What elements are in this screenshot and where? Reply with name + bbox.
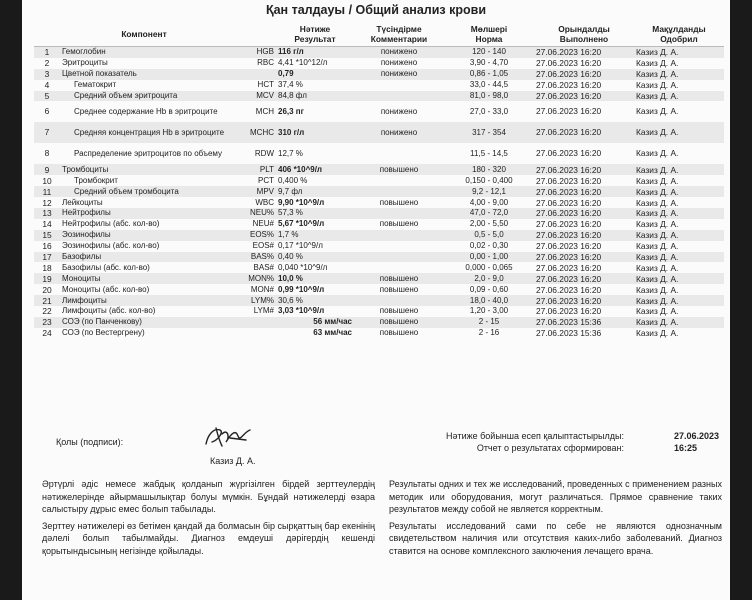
row-doctor: Казиз Д. А.: [634, 47, 724, 58]
row-norm: 2 - 16: [478, 328, 500, 338]
row-result: 5,67 *10^9/л: [278, 219, 325, 229]
row-date: 27.06.2023 16:20: [534, 164, 634, 175]
row-date: 27.06.2023 15:36: [536, 328, 602, 339]
row-doctor: Казиз Д. А.: [634, 164, 724, 175]
row-comment: повышено: [379, 197, 419, 207]
row-comment: [354, 91, 444, 102]
row-norm: 47,0 - 72,0: [444, 208, 534, 219]
row-result: 84,8 фл: [276, 91, 354, 102]
row-number: 13: [34, 208, 60, 219]
row-result: 9,7 фл: [276, 186, 354, 197]
row-result: 0,99 *10^9/л: [278, 284, 325, 294]
row-result: 1,7 %: [276, 230, 354, 241]
row-norm: 0,5 - 5,0: [444, 230, 534, 241]
row-number: 16: [42, 241, 52, 252]
row-number: 11: [34, 186, 60, 197]
row-component: Лейкоциты: [62, 197, 103, 207]
table-row: [34, 252, 724, 263]
row-doctor: Казиз Д. А.: [636, 306, 679, 317]
row-result: 30,6 %: [276, 295, 354, 306]
row-result: 63 мм/час: [313, 328, 352, 338]
row-date: 27.06.2023 16:20: [534, 47, 634, 58]
row-date: 27.06.2023 16:20: [536, 106, 602, 117]
row-code: HCT: [257, 80, 274, 90]
row-code: LYM#: [253, 306, 274, 316]
row-doctor: Казиз Д. А.: [636, 284, 679, 295]
row-date: 27.06.2023 16:20: [536, 175, 602, 186]
row-date: 27.06.2023 16:20: [534, 208, 634, 219]
row-date: 27.06.2023 16:20: [536, 58, 602, 69]
row-doctor: Казиз Д. А.: [634, 208, 724, 219]
table-row: [34, 80, 724, 91]
table-row: [34, 47, 724, 58]
row-code: MPV: [228, 186, 276, 197]
row-norm: 0,150 - 0,400: [465, 175, 513, 185]
row-comment: [354, 143, 444, 164]
header-comment: Түсіндірме Комментарии: [354, 22, 444, 47]
disclaimer-notes: [42, 478, 722, 561]
row-date: 27.06.2023 16:20: [534, 252, 634, 263]
row-number: 3: [34, 69, 60, 80]
row-date: 27.06.2023 16:20: [536, 219, 602, 230]
row-result: 0,400 %: [278, 175, 308, 185]
row-code: PLT: [228, 164, 276, 175]
row-result: 10,0 %: [276, 273, 354, 284]
row-component: СОЭ (по Вестергрену): [62, 328, 145, 338]
results-table: [34, 22, 724, 339]
row-code: BAS%: [228, 252, 276, 263]
row-comment: понижено: [380, 107, 418, 117]
row-date: 27.06.2023 16:20: [536, 262, 602, 273]
row-comment: повышено: [379, 219, 419, 229]
row-doctor: Казиз Д. А.: [636, 241, 679, 252]
row-norm: 81,0 - 98,0: [444, 91, 534, 102]
table-row: [34, 208, 724, 219]
row-doctor: Казиз Д. А.: [636, 175, 679, 186]
row-result: 12,7 %: [278, 149, 303, 159]
report-generated: [414, 430, 734, 454]
row-norm: 317 - 354: [444, 122, 534, 143]
row-comment: понижено: [354, 122, 444, 143]
row-number: 2: [44, 58, 50, 69]
table-row: [34, 197, 724, 208]
header-result: Нәтиже Результат: [276, 22, 354, 47]
row-doctor: Казиз Д. А.: [634, 69, 724, 80]
row-code: RDW: [254, 149, 274, 159]
row-code: PCT: [258, 175, 274, 185]
row-number: 21: [34, 295, 60, 306]
row-component: Эозинофилы: [60, 230, 228, 241]
row-comment: [354, 230, 444, 241]
row-number: 1: [34, 47, 60, 58]
row-comment: повышено: [379, 328, 419, 338]
row-component: Лимфоциты (абс. кол-во): [62, 306, 156, 316]
signature-name: Казиз Д. А.: [210, 456, 256, 466]
row-number: 18: [42, 262, 52, 273]
signature-label: Қолы (подписи):: [56, 437, 124, 447]
table-row: [34, 284, 724, 295]
results-body: [34, 47, 724, 339]
row-code: MCV: [228, 91, 276, 102]
row-component: Гематокрит: [74, 80, 117, 90]
row-norm: 33,0 - 44,5: [469, 80, 509, 90]
table-row: [34, 58, 724, 69]
row-norm: 3,90 - 4,70: [469, 58, 509, 68]
note-ru-2: Результаты исследований сами по себе не являются однозначным свидетельством наличия или отсутствия каких-либо заболеваний. Диагноз ставится на основе комплексного заключения лечащего врача.: [389, 520, 722, 556]
generated-label-kz: Нәтиже бойынша есеп қалыптастырылды:: [445, 431, 624, 441]
row-norm: 120 - 140: [444, 47, 534, 58]
row-norm: 0,000 - 0,065: [465, 262, 513, 272]
note-kz-1: Әртүрлі әдіс немесе жабдық қолданып жүргізілген бірдей зерттеулердің нәтижелерінде айырмашылықтар болуы мүмкін. Бұндай нәтижелерді өзара салыстыру дұрыс емес болып табылады.: [42, 479, 375, 514]
row-result: 26,3 пг: [278, 107, 304, 117]
table-row: [34, 241, 724, 252]
row-result: 0,79: [276, 69, 354, 80]
note-kz-2: Зерттеу нәтижелері өз бетімен қандай да болмасын бір сырқаттың бар екенінің дәлелі болып табылмайды. Диагноз емдеуші дәрігердің кешенді қорытындысының негізінде қойылады.: [42, 520, 375, 556]
note-ru-1: Результаты одних и тех же исследований, проведенных с применением разных методик или оборудования, могут различаться. Прямое сравнение таких результатов между собой не является корректным.: [389, 479, 722, 514]
row-code: MON#: [250, 284, 274, 294]
row-number: 23: [34, 317, 60, 328]
row-number: 17: [34, 252, 60, 263]
table-row: [34, 122, 724, 143]
row-comment: [354, 186, 444, 197]
row-comment: повышено: [379, 306, 419, 316]
row-date: 27.06.2023 16:20: [536, 284, 602, 295]
row-date: 27.06.2023 16:20: [536, 306, 602, 317]
row-doctor: Казиз Д. А.: [636, 58, 679, 69]
row-component: Эозинофилы (абс. кол-во): [62, 241, 160, 251]
table-row: [34, 175, 724, 186]
row-code: EOS#: [252, 241, 274, 251]
row-comment: [354, 208, 444, 219]
row-doctor: Казиз Д. А.: [636, 262, 679, 273]
row-component: Цветной показатель: [60, 69, 228, 80]
row-date: 27.06.2023 16:20: [534, 273, 634, 284]
table-row: [34, 295, 724, 306]
row-doctor: Казиз Д. А.: [636, 328, 679, 339]
row-comment: повышено: [379, 284, 419, 294]
row-number: 14: [42, 219, 52, 230]
row-doctor: Казиз Д. А.: [634, 252, 724, 263]
header-component: Компонент: [60, 22, 228, 47]
row-date: 27.06.2023 16:20: [534, 230, 634, 241]
row-number: 12: [42, 197, 52, 208]
row-norm: 9,2 - 12,1: [444, 186, 534, 197]
table-header: [34, 22, 724, 47]
row-doctor: Казиз Д. А.: [634, 273, 724, 284]
row-date: 27.06.2023 16:20: [534, 91, 634, 102]
row-component: Среднее содержание Hb в эритроците: [74, 107, 218, 117]
row-doctor: Казиз Д. А.: [634, 122, 724, 143]
row-component: Моноциты (абс. кол-во): [62, 284, 150, 294]
row-doctor: Казиз Д. А.: [634, 317, 724, 328]
row-date: 27.06.2023 15:36: [534, 317, 634, 328]
row-component: Нейтрофилы: [60, 208, 228, 219]
row-number: 24: [42, 328, 52, 339]
row-result: 9,90 *10^9/л: [278, 197, 325, 207]
row-result: 406 *10^9/л: [276, 164, 354, 175]
row-number: 10: [42, 175, 52, 186]
row-date: 27.06.2023 16:20: [536, 197, 602, 208]
row-date: 27.06.2023 16:20: [534, 295, 634, 306]
row-number: 19: [34, 273, 60, 284]
row-code: LYM%: [228, 295, 276, 306]
table-row: [34, 273, 724, 284]
row-doctor: Казиз Д. А.: [636, 106, 679, 117]
row-doctor: Казиз Д. А.: [636, 219, 679, 230]
row-comment: понижено: [354, 69, 444, 80]
row-comment: понижено: [354, 47, 444, 58]
signature-image: [200, 424, 256, 450]
row-code: MCH: [255, 107, 274, 117]
row-number: 6: [44, 106, 50, 117]
row-norm: 2 - 15: [444, 317, 534, 328]
row-doctor: Казиз Д. А.: [634, 230, 724, 241]
row-doctor: Казиз Д. А.: [634, 295, 724, 306]
row-comment: [354, 295, 444, 306]
row-norm: 0,86 - 1,05: [444, 69, 534, 80]
row-doctor: Казиз Д. А.: [634, 186, 724, 197]
row-code: HGB: [228, 47, 276, 58]
row-doctor: Казиз Д. А.: [634, 91, 724, 102]
row-comment: [354, 262, 444, 273]
row-date: 27.06.2023 16:20: [536, 241, 602, 252]
row-norm: 27,0 - 33,0: [469, 107, 509, 117]
row-norm: 1,20 - 3,00: [469, 306, 509, 316]
row-component: Тромбоциты: [60, 164, 228, 175]
row-comment: понижено: [380, 58, 418, 68]
table-row: [34, 143, 724, 164]
row-norm: 0,00 - 1,00: [444, 252, 534, 263]
row-result: 0,17 *10^9/л: [278, 241, 323, 251]
header-approved: Мақұлданды Одобрил: [634, 22, 724, 47]
generated-label-ru: Отчет о результатах сформирован:: [476, 443, 624, 453]
row-norm: 2,00 - 5,50: [469, 219, 509, 229]
row-code: [228, 317, 276, 328]
row-result: 310 г/л: [276, 122, 354, 143]
table-row: [34, 69, 724, 80]
row-norm: 0,02 - 0,30: [469, 241, 509, 251]
row-number: 7: [34, 122, 60, 143]
row-doctor: Казиз Д. А.: [636, 80, 679, 91]
row-result: 0,40 %: [276, 252, 354, 263]
row-code: MON%: [228, 273, 276, 284]
row-norm: 2,0 - 9,0: [444, 273, 534, 284]
row-date: 27.06.2023 16:20: [534, 69, 634, 80]
row-code: RBC: [257, 58, 274, 68]
row-component: Эритроциты: [62, 58, 108, 68]
table-row: [34, 306, 724, 317]
table-row: [34, 91, 724, 102]
row-comment: [354, 175, 444, 186]
row-code: NEU%: [228, 208, 276, 219]
table-row: [34, 101, 724, 122]
row-number: 22: [42, 306, 52, 317]
header-norm: Мөлшері Норма: [444, 22, 534, 47]
row-date: 27.06.2023 16:20: [536, 148, 602, 159]
header-done: Орындалды Выполнено: [534, 22, 634, 47]
table-row: [34, 186, 724, 197]
generated-time: 16:25: [674, 443, 698, 453]
row-component: Моноциты: [60, 273, 228, 284]
row-result: 56 мм/час: [276, 317, 354, 328]
row-result: 3,03 *10^9/л: [278, 306, 325, 316]
row-comment: повышено: [354, 164, 444, 175]
row-component: Базофилы: [60, 252, 228, 263]
row-result: 0,040 *10^9/л: [278, 262, 328, 272]
row-component: Распределение эритроцитов по объему: [74, 149, 223, 159]
row-date: 27.06.2023 16:20: [536, 80, 602, 91]
row-component: Средняя концентрация Hb в эритроците: [60, 122, 228, 143]
row-code: BAS#: [253, 262, 274, 272]
row-component: Средний объем тромбоцита: [60, 186, 228, 197]
table-row: [34, 328, 724, 339]
row-number: 8: [44, 148, 50, 159]
row-number: 4: [44, 80, 50, 91]
row-number: 15: [34, 230, 60, 241]
row-comment: [354, 80, 444, 91]
row-component: Тромбокрит: [74, 175, 118, 185]
row-doctor: Казиз Д. А.: [636, 197, 679, 208]
row-component: Средний объем эритроцита: [60, 91, 228, 102]
table-row: [34, 262, 724, 273]
report-sheet: [22, 0, 730, 600]
row-result: 57,3 %: [276, 208, 354, 219]
row-comment: повышено: [354, 273, 444, 284]
row-code: [228, 328, 276, 339]
row-norm: 4,00 - 9,00: [469, 197, 509, 207]
row-number: 20: [42, 284, 52, 295]
row-norm: 0,09 - 0,60: [469, 284, 509, 294]
row-component: Лимфоциты: [60, 295, 228, 306]
table-row: [34, 317, 724, 328]
row-code: NEU#: [252, 219, 274, 229]
table-row: [34, 230, 724, 241]
table-row: [34, 164, 724, 175]
row-code: [228, 69, 276, 80]
row-comment: [354, 252, 444, 263]
row-comment: [354, 241, 444, 252]
row-component: Нейтрофилы (абс. кол-во): [62, 219, 160, 229]
row-number: 9: [34, 164, 60, 175]
generated-date: 27.06.2023: [674, 431, 720, 441]
row-code: MCHC: [228, 122, 276, 143]
row-date: 27.06.2023 16:20: [534, 122, 634, 143]
row-doctor: Казиз Д. А.: [636, 148, 679, 159]
row-code: EOS%: [228, 230, 276, 241]
row-date: 27.06.2023 16:20: [534, 186, 634, 197]
row-norm: 11,5 - 14,5: [470, 149, 508, 159]
row-component: СОЭ (по Панченкову): [60, 317, 228, 328]
row-result: 116 г/л: [276, 47, 354, 58]
row-result: 37,4 %: [278, 80, 303, 90]
row-code: WBC: [255, 197, 274, 207]
page-title: Қан талдауы / Общий анализ крови: [265, 3, 487, 17]
row-result: 4,41 *10^12/л: [278, 58, 328, 68]
row-component: Базофилы (абс. кол-во): [62, 262, 150, 272]
row-comment: повышено: [354, 317, 444, 328]
row-number: 5: [34, 91, 60, 102]
row-norm: 180 - 320: [444, 164, 534, 175]
row-norm: 18,0 - 40,0: [444, 295, 534, 306]
table-row: [34, 219, 724, 230]
row-component: Гемоглобин: [60, 47, 228, 58]
